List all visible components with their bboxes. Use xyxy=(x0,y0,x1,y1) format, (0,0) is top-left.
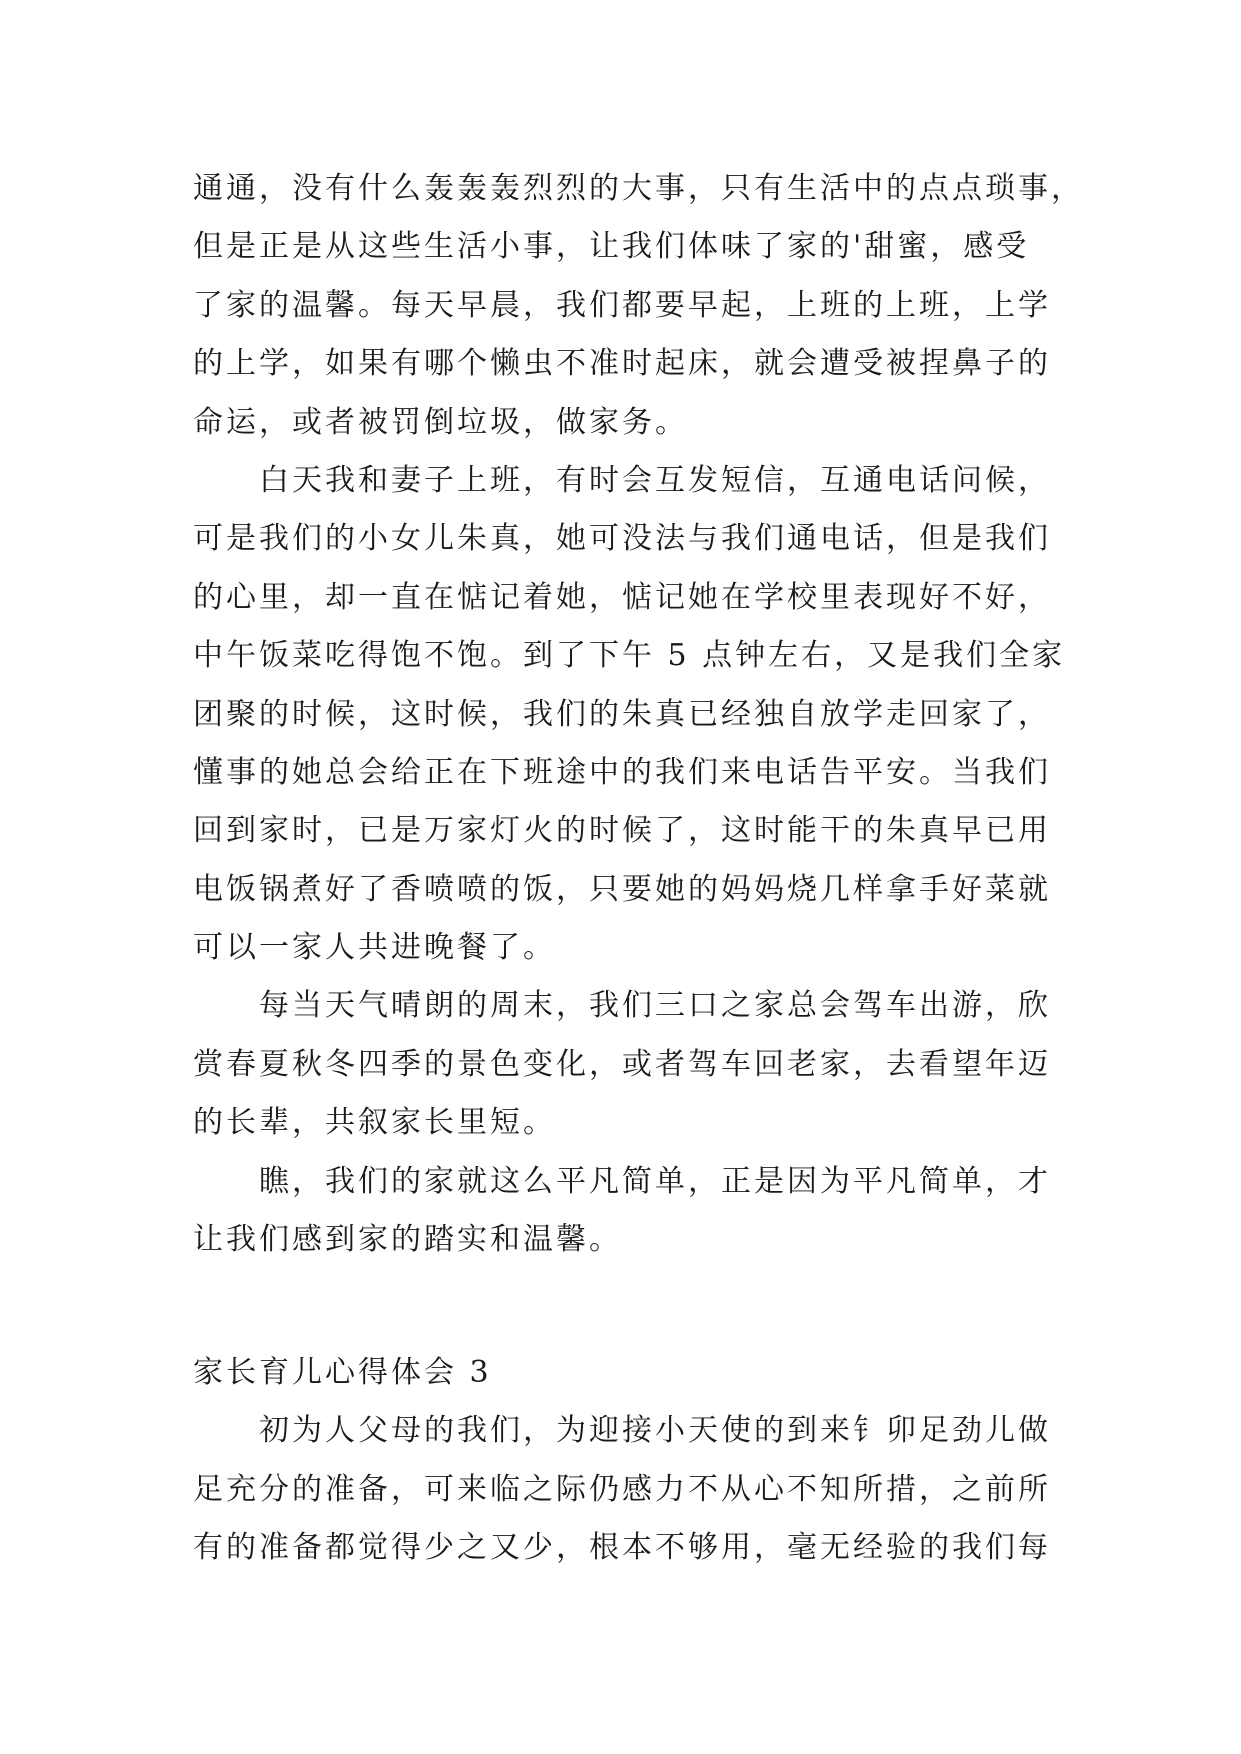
section-heading: 家长育儿心得体会 3 xyxy=(193,1354,492,1390)
text-line: 但是正是从这些生活小事，让我们体味了家的'甜蜜，感受 xyxy=(193,229,1030,265)
text-line: 赏春夏秋冬四季的景色变化，或者驾车回老家，去看望年迈 xyxy=(193,1046,1051,1082)
text-line: 有的准备都觉得少之又少，根本不够用，毫无经验的我们每 xyxy=(193,1529,1051,1565)
paragraph-weekend-trips xyxy=(193,977,1053,1152)
paragraph-daily-contact xyxy=(193,452,1066,978)
paragraph-spacer xyxy=(193,1269,1053,1327)
text-line: 足充分的准备，可来临之际仍感力不从心不知所措，之前所 xyxy=(193,1471,1051,1507)
paragraph-continuation xyxy=(193,160,1084,452)
text-line: 初为人父母的我们，为迎接小天使的到来钅卯足劲儿做 xyxy=(259,1413,1051,1449)
document-body xyxy=(193,160,1084,1577)
paragraph-conclusion xyxy=(193,1153,1053,1270)
text-line: 让我们感到家的踏实和温馨。 xyxy=(193,1222,622,1258)
text-line: 可以一家人共进晚餐了。 xyxy=(193,930,556,966)
text-line: 中午饭菜吃得饱不饱。到了下午 5 点钟左右，又是我们全家 xyxy=(193,638,1066,674)
text-line: 白天我和妻子上班，有时会互发短信，互通电话问候， xyxy=(259,462,1051,498)
text-line: 每当天气晴朗的周末，我们三口之家总会驾车出游，欣 xyxy=(259,988,1051,1024)
text-line: 的心里，却一直在惦记着她，惦记她在学校里表现好不好， xyxy=(193,579,1051,615)
text-line: 的上学，如果有哪个懒虫不准时起床，就会遭受被捏鼻子的 xyxy=(193,346,1051,382)
text-line: 了家的温馨。每天早晨，我们都要早起，上班的上班，上学 xyxy=(193,287,1051,323)
text-line: 回到家时，已是万家灯火的时候了，这时能干的朱真早已用 xyxy=(193,813,1051,849)
text-line: 的长辈，共叙家长里短。 xyxy=(193,1105,556,1141)
text-line: 通通，没有什么轰轰轰烈烈的大事，只有生活中的点点琐事， xyxy=(193,171,1084,206)
text-line: 瞧，我们的家就这么平凡简单，正是因为平凡简单，才 xyxy=(259,1163,1051,1199)
text-line: 电饭锅煮好了香喷喷的饭，只要她的妈妈烧几样拿手好菜就 xyxy=(193,871,1051,907)
paragraph-new-parents xyxy=(193,1402,1053,1577)
text-line: 团聚的时候，这时候，我们的朱真已经独自放学走回家了， xyxy=(193,696,1051,732)
text-line: 可是我们的小女儿朱真，她可没法与我们通电话，但是我们 xyxy=(193,521,1051,557)
text-line: 懂事的她总会给正在下班途中的我们来电话告平安。当我们 xyxy=(193,754,1051,790)
text-line: 命运，或者被罚倒垃圾，做家务。 xyxy=(193,404,688,440)
